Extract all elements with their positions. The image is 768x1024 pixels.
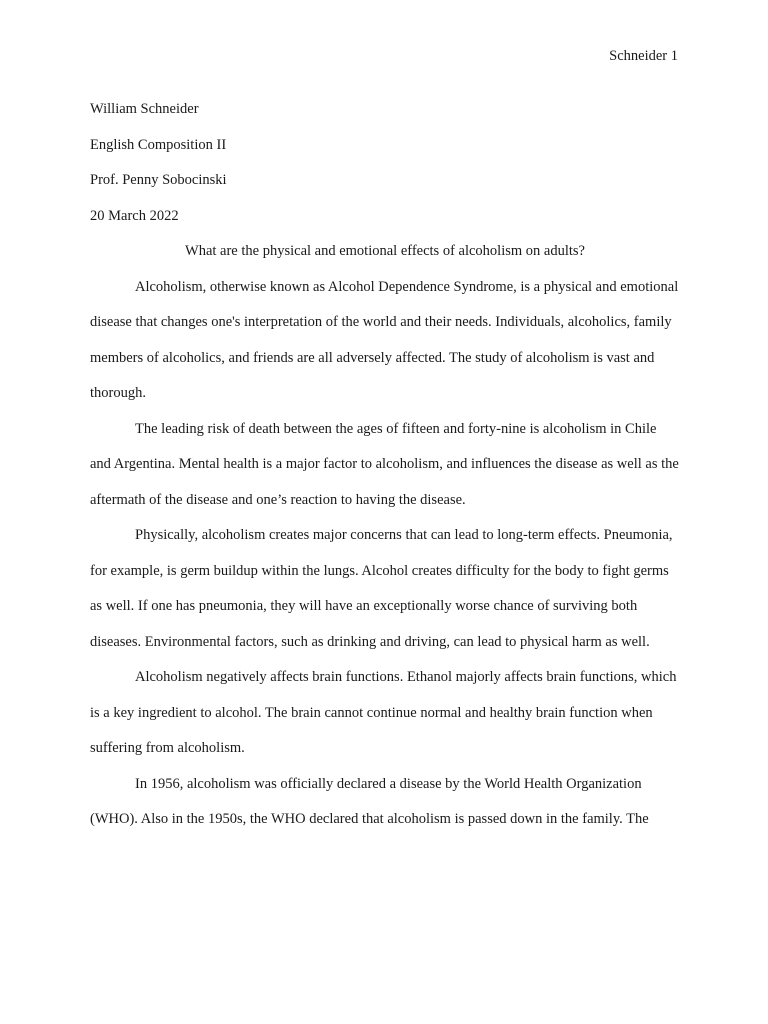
document-body [90, 92, 680, 838]
body-paragraph: Alcoholism negatively affects brain functions. Ethanol majorly affects brain functions, which is a key ingredient to alcohol. The brain cannot continue normal and healthy brain function when suffering from alcoholism. [90, 669, 677, 756]
paper-title: What are the physical and emotional effects of alcoholism on adults? [185, 243, 585, 259]
running-head: Schneider 1 [609, 48, 678, 64]
body-paragraph: The leading risk of death between the ages of fifteen and forty-nine is alcoholism in Chile and Argentina. Mental health is a major factor to alcoholism, and influences the disease as well as the aftermath of the disease and one’s reaction to having the disease. [90, 420, 679, 508]
paper-date: 20 March 2022 [90, 207, 179, 224]
course-name: English Composition II [90, 136, 227, 153]
mla-heading [90, 92, 680, 234]
author-name: William Schneider [90, 101, 199, 117]
body-paragraph: In 1956, alcoholism was officially declared a disease by the World Health Organization (WHO). Also in the 1950s, the WHO declared that alcoholism is passed down in the family. The [90, 775, 649, 827]
body-paragraph: Alcoholism, otherwise known as Alcohol Dependence Syndrome, is a physical and emotional disease that changes one's interpretation of the world and their needs. Individuals, alcoholics, family members of alcoholics, and friends are all adversely affected. The study of alcoholism is vast and thorough. [90, 278, 679, 401]
body-paragraph: Physically, alcoholism creates major concerns that can lead to long-term effects. Pneumonia, for example, is germ buildup within the lungs. Alcohol creates difficulty for the body to fight germs as well. If one has pneumonia, they will have an exceptionally worse chance of surviving both diseases. Environmental factors, such as drinking and driving, can lead to physical harm as well. [90, 527, 673, 650]
professor-name: Prof. Penny Sobocinski [90, 172, 227, 188]
